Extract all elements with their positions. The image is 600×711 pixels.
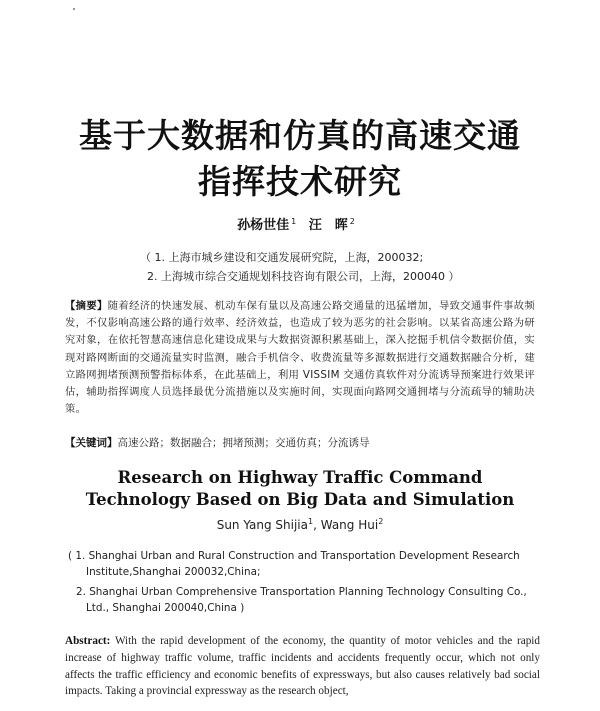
- cn-title-line1: 基于大数据和仿真的高速交通: [79, 116, 521, 155]
- en-affiliation-1: [68, 548, 548, 580]
- en-authors: [0, 517, 600, 532]
- cn-keywords: [65, 435, 545, 450]
- cn-authors: [0, 214, 600, 233]
- en-affiliation-2: [68, 584, 548, 616]
- cn-abstract: [65, 298, 535, 418]
- en-affiliation-1-line2: Institute,Shanghai 200032,China;: [86, 566, 261, 578]
- cn-keywords-text: 高速公路；数据融合；拥堵预测；交通仿真；分流诱导: [117, 437, 370, 449]
- en-abstract-label: Abstract:: [65, 635, 111, 647]
- cn-author2: 汪 晖: [308, 218, 348, 233]
- cn-author2-sup: 2: [349, 216, 355, 226]
- en-affiliation-1-line1: ( 1. Shanghai Urban and Rural Construction and Transportation Development Research: [68, 550, 520, 562]
- cn-title-line2: 指挥技术研究: [198, 162, 402, 201]
- en-affiliation-2-line1: 2. Shanghai Urban Comprehensive Transportation Planning Technology Consulting Co.,: [76, 586, 527, 598]
- cn-abstract-text: 随着经济的快速发展、机动车保有量以及高速公路交通量的迅猛增加，导致交通事件事故频发，不仅影响高速公路的通行效率、经济效益，也造成了较为恶劣的社会影响。以某省高速公路为研究对象，在依托智慧高速信息化建设成果与大数据资源积累基础上，深入挖掘手机信令数据价值，实现对路网断面的交通流量实时监测，融合手机信令、收费流量等多源数据进行交通数据融合分析，建立路网拥堵预测预警指标体系，在此基础上，利用 VISSIM 交通仿真软件对分流诱导预案进行效果评估，辅助指挥调度人员选择最优分流措施以及实施时间，实现面向路网交通拥堵与分流疏导的辅助决策。: [65, 300, 536, 416]
- cn-abstract-label: 【摘要】: [65, 300, 108, 312]
- en-title-line1: Research on Highway Traffic Command: [117, 468, 483, 487]
- en-author2: Wang Hui: [320, 518, 379, 532]
- en-author1-sup: 1: [308, 517, 314, 526]
- en-author2-sup: 2: [378, 517, 384, 526]
- cn-author1: 孙杨世佳: [237, 218, 290, 233]
- cn-keywords-label: 【关键词】: [65, 437, 118, 449]
- en-author-separator: ,: [313, 518, 321, 532]
- en-title-line2: Technology Based on Big Data and Simulation: [85, 490, 515, 509]
- en-affiliation-2-line2: Ltd., Shanghai 200040,China ): [86, 602, 245, 614]
- cn-author1-sup: 1: [291, 216, 297, 226]
- en-author1: Sun Yang Shijia: [216, 518, 308, 532]
- scan-speck: [73, 8, 75, 10]
- en-abstract: [65, 633, 540, 700]
- cn-affiliation-2: 2. 上海城市综合交通规划科技咨询有限公司，上海，200040 ）: [147, 270, 460, 283]
- en-abstract-text: With the rapid development of the economy, the quantity of motor vehicles and the rapid increase of highway traffic volume, traffic incidents and accidents frequently occur, which not only affects the traffic efficiency and economic benefits of expressways, but also causes relatively bad social impacts. Taking a provincial expressway as the research object,: [65, 635, 540, 698]
- cn-affiliation-1: （ 1. 上海市城乡建设和交通发展研究院，上海，200032;: [140, 251, 424, 264]
